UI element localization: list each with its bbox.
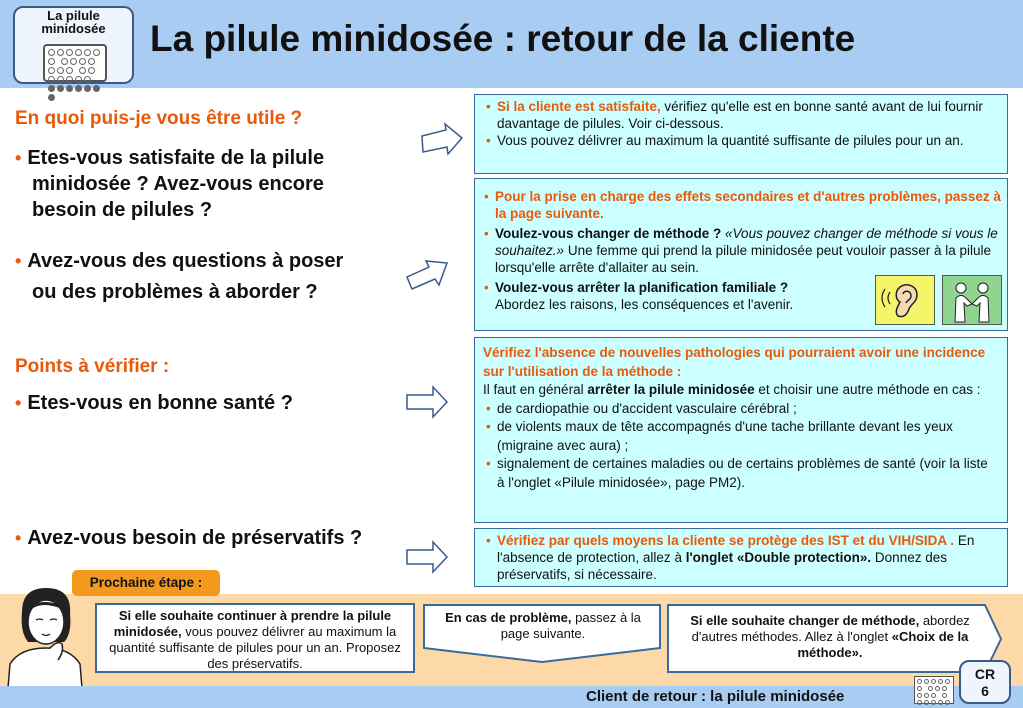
footer-bar xyxy=(0,686,1023,708)
list-item: • signalement de certaines maladies ou de certains problèmes de santé (voir la liste à l'onglet «Pilule minidosée», page PM2). xyxy=(483,455,999,492)
footer-title: Client de retour : la pilule minidosée xyxy=(586,688,845,705)
step-box-problem: En cas de problème, passez à la page suivante. xyxy=(445,610,641,641)
info-box-health-check xyxy=(474,337,1008,523)
question-health: • Etes-vous en bonne santé ? xyxy=(15,392,293,414)
bullet-icon: • xyxy=(15,528,22,548)
bullet-icon: • xyxy=(15,393,22,413)
page-title: La pilule minidosée : retour de la cliente xyxy=(150,18,856,59)
box-title: Vérifiez l'absence de nouvelles pathologies qui pourraient avoir une incidence sur l'utilisation de la méthode : xyxy=(483,345,986,379)
question-problems: • Avez-vous des questions à poser ou des problèmes à aborder ? xyxy=(15,250,344,303)
ear-icon xyxy=(875,275,935,325)
question-condoms: • Avez-vous besoin de préservatifs ? xyxy=(15,527,363,549)
page-code-badge xyxy=(959,660,1011,704)
list-item: • Si la cliente est satisfaite, vérifiez qu'elle est en bonne santé avant de lui fournir davantage de pilules. Voir ci-dessous. xyxy=(483,98,999,132)
arrow-right-icon xyxy=(405,255,449,295)
box-paragraph: Il faut en général arrêter la pilule minidosée et choisir une autre méthode en cas : xyxy=(483,382,981,397)
logo-line1: La pilule xyxy=(47,8,100,23)
method-logo xyxy=(13,6,134,84)
step-box-continue: Si elle souhaite continuer à prendre la pilule minidosée, vous pouvez délivrer au maximum la quantité suffisante de pilules pour un an. Proposez des préservatifs. xyxy=(95,603,415,673)
arrow-right-icon xyxy=(420,122,464,158)
list-item: • Voulez-vous arrêter la planification familiale ? Abordez les raisons, les conséquences et l'avenir. xyxy=(481,279,1001,313)
page-code-line2: 6 xyxy=(981,683,989,699)
section-title-check: Points à vérifier : xyxy=(15,356,170,377)
provider-illustration xyxy=(0,582,92,688)
bullet-icon: • xyxy=(15,148,22,168)
arrow-right-icon xyxy=(405,540,449,574)
list-item: • Voulez-vous changer de méthode ? «Vous pouvez changer de méthode si vous le souhaitez.» Une femme qui prend la pilule minidosée peut vouloir passer à la pilule lorsqu'elle arrête d'allaiter au sein. xyxy=(481,225,1001,276)
info-box-satisfied xyxy=(474,94,1008,174)
pill-pack-icon xyxy=(914,676,954,704)
bullet-icon: • xyxy=(15,251,22,271)
list-item: • Vérifiez par quels moyens la cliente se protège des IST et du VIH/SIDA . En l'absence de protection, allez à l'onglet «Double protection». Donnez des préservatifs, si nécessaire. xyxy=(483,532,999,583)
page-code-line1: CR xyxy=(974,666,996,682)
step-box-change: Si elle souhaite changer de méthode, abordez d'autres méthodes. Allez à l'onglet «Choix de la méthode». xyxy=(690,613,970,660)
list-item: • Pour la prise en charge des effets secondaires et d'autres problèmes, passez à la page suivante. xyxy=(481,188,1001,222)
counseling-icon xyxy=(942,275,1002,325)
list-item: • de cardiopathie ou d'accident vasculaire cérébral ; xyxy=(483,400,999,419)
logo-title xyxy=(15,9,132,35)
info-box-condoms xyxy=(474,528,1008,587)
section-title-help: En quoi puis-je vous être utile ? xyxy=(15,108,303,129)
question-satisfied: • Etes-vous satisfaite de la pilule minidosée ? Avez-vous encore besoin de pilules ? xyxy=(15,147,325,221)
arrow-right-icon xyxy=(405,385,449,419)
pill-pack-icon xyxy=(43,44,107,82)
list-item: • de violents maux de tête accompagnés d'une tache brillante devant les yeux (migraine avec aura) ; xyxy=(483,418,999,455)
list-item: • Vous pouvez délivrer au maximum la quantité suffisante de pilules pour un an. xyxy=(483,132,999,149)
next-step-label: Prochaine étape : xyxy=(72,570,220,596)
logo-line2: minidosée xyxy=(41,21,106,36)
